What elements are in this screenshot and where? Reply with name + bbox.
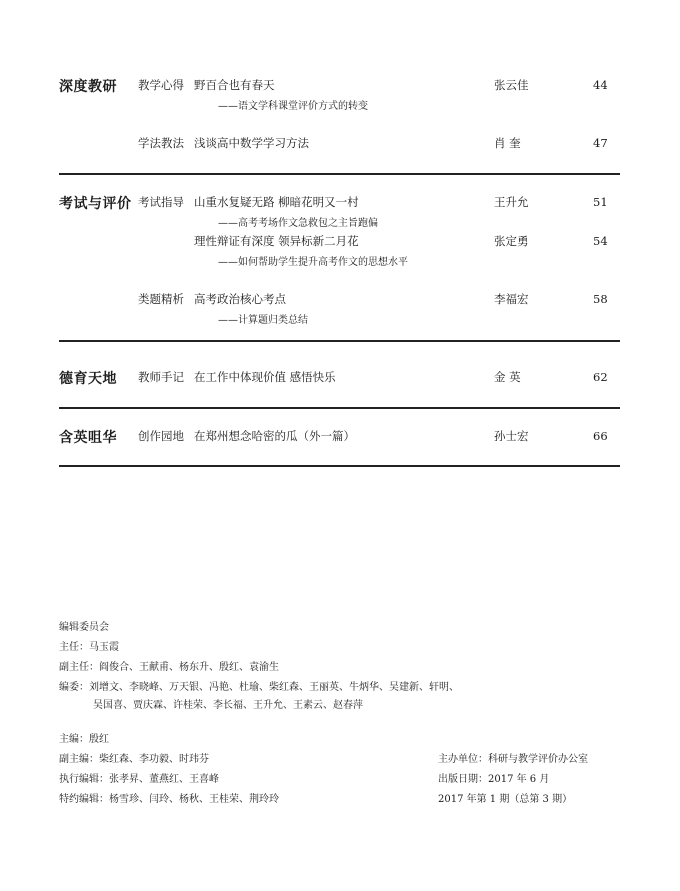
section-divider [59,465,620,467]
organizer: 主办单位：科研与教学评价办公室 [438,754,588,765]
editorial-vice-chair: 副主任：阎俊合、王献甫、杨东升、殷红、袁渝生 [59,662,279,673]
category-label: 学法教法 [138,136,184,150]
article-title-link[interactable]: 山重水复疑无路 柳暗花明又一村 [194,195,359,209]
article-title-link[interactable]: 浅谈高中数学学习方法 [194,136,309,150]
executive-editors: 执行编辑：张孝昇、董燕红、王喜峰 [59,774,219,785]
article-title-link[interactable]: 在工作中体现价值 感悟快乐 [194,370,336,384]
article-author: 王升允 [494,195,529,209]
article-subtitle: ——如何帮助学生提升高考作文的思想水平 [218,257,408,268]
page-number: 47 [593,136,608,150]
article-author: 金 英 [494,370,521,384]
page-number: 44 [593,78,608,92]
page-number: 54 [593,234,608,248]
issue-number: 2017 年第 1 期（总第 3 期） [438,794,573,805]
article-title-link[interactable]: 高考政治核心考点 [194,292,286,306]
page-number: 58 [593,292,608,306]
category-label: 教学心得 [138,78,184,92]
section-divider [59,340,620,342]
article-subtitle: ——计算题归类总结 [218,315,308,326]
article-title-link[interactable]: 理性辩证有深度 领异标新二月花 [194,234,359,248]
category-label: 创作园地 [138,429,184,443]
deputy-editors: 副主编：柴红森、李功毅、时玮芬 [59,754,209,765]
category-label: 考试指导 [138,195,184,209]
article-subtitle: ——高考考场作文急救包之主旨跑偏 [218,218,378,229]
article-subtitle: ——语文学科课堂评价方式的转变 [218,101,368,112]
article-author: 肖 奎 [494,136,521,150]
category-label: 教师手记 [138,370,184,384]
editorial-committee-heading: 编辑委员会 [59,622,109,633]
section-title-literature: 含英咀华 [59,430,117,446]
category-label: 类题精析 [138,292,184,306]
section-divider [59,173,620,175]
editorial-members: 编委：刘增文、李晓峰、万天银、冯艳、杜瑜、柴红森、王丽英、牛炳华、吴建新、轩明、 [59,682,459,693]
section-divider [59,407,620,409]
editor-in-chief: 主编：殷红 [59,734,109,745]
contributing-editors: 特约编辑：杨雪珍、闫玲、杨秋、王桂荣、荆玲玲 [59,794,279,805]
article-author: 李福宏 [494,292,529,306]
editorial-members-continued: 吴国喜、贾庆霖、许桂荣、李长福、王升允、王素云、赵春萍 [93,700,363,711]
article-author: 张定勇 [494,234,529,248]
page-number: 66 [593,429,608,443]
page-number: 62 [593,370,608,384]
editorial-chair: 主任：马玉霞 [59,642,119,653]
section-title-moral: 德育天地 [59,371,117,387]
article-title-link[interactable]: 在郑州想念哈密的瓜（外一篇） [194,429,355,443]
section-title-research: 深度教研 [59,79,117,95]
page-number: 51 [593,195,608,209]
publish-date: 出版日期：2017 年 6 月 [438,774,550,785]
article-title-link[interactable]: 野百合也有春天 [194,78,275,92]
article-author: 孙士宏 [494,429,529,443]
section-title-exam: 考试与评价 [59,196,132,212]
article-author: 张云佳 [494,78,529,92]
